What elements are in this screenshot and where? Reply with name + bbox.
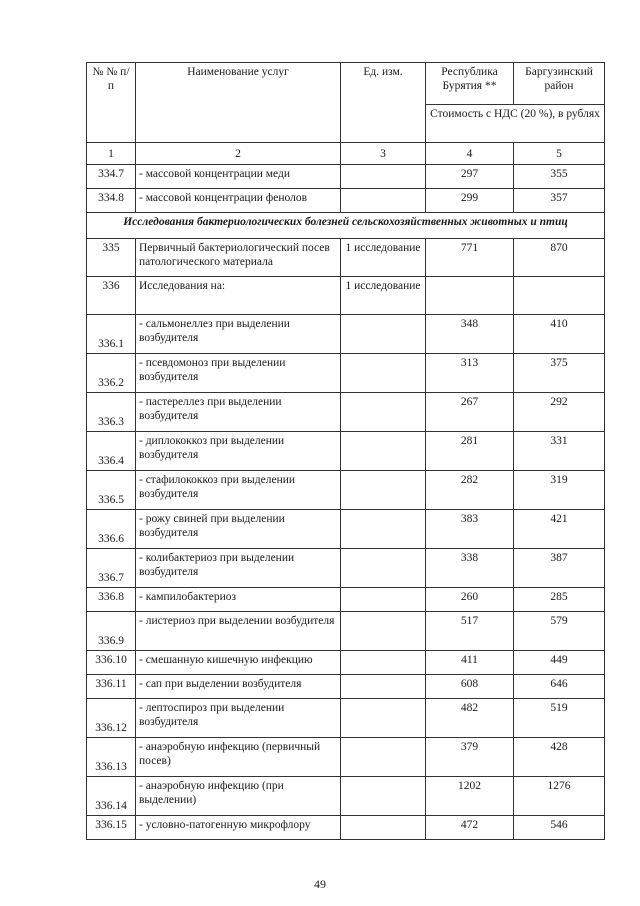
header-row xyxy=(87,63,605,105)
row-number: 336.12 xyxy=(87,699,136,738)
price-district: 546 xyxy=(514,816,605,840)
table-row xyxy=(87,675,605,699)
table-row xyxy=(87,699,605,738)
table-row xyxy=(87,651,605,675)
price-republic: 260 xyxy=(426,588,514,612)
price-district: 331 xyxy=(514,432,605,471)
service-name: - листериоз при выделении возбудителя xyxy=(136,612,341,651)
row-number: 336.2 xyxy=(87,354,136,393)
price-district: 387 xyxy=(514,549,605,588)
price-republic: 348 xyxy=(426,315,514,354)
price-district: 428 xyxy=(514,738,605,777)
service-name: - смешанную кишечную инфекцию xyxy=(136,651,341,675)
row-number: 336.9 xyxy=(87,612,136,651)
column-number: 4 xyxy=(426,143,514,165)
unit-of-measure xyxy=(341,432,426,471)
price-republic xyxy=(426,277,514,315)
unit-of-measure xyxy=(341,393,426,432)
table-row xyxy=(87,393,605,432)
price-district: 319 xyxy=(514,471,605,510)
table-row xyxy=(87,612,605,651)
price-district: 375 xyxy=(514,354,605,393)
service-name: - лептоспироз при выделении возбудителя xyxy=(136,699,341,738)
unit-of-measure xyxy=(341,354,426,393)
service-name: - сап при выделении возбудителя xyxy=(136,675,341,699)
table-row xyxy=(87,432,605,471)
unit-of-measure xyxy=(341,510,426,549)
price-republic: 383 xyxy=(426,510,514,549)
price-republic: 299 xyxy=(426,189,514,213)
section-row xyxy=(87,213,605,239)
unit-of-measure: 1 исследование xyxy=(341,239,426,277)
service-name: - анаэробную инфекцию (при выделении) xyxy=(136,777,341,816)
header-unit: Ед. изм. xyxy=(341,63,426,143)
row-number: 336.14 xyxy=(87,777,136,816)
table-row xyxy=(87,189,605,213)
unit-of-measure xyxy=(341,699,426,738)
row-number: 336.1 xyxy=(87,315,136,354)
service-name: - пастереллез при выделении возбудителя xyxy=(136,393,341,432)
row-number: 334.8 xyxy=(87,189,136,213)
price-republic: 517 xyxy=(426,612,514,651)
row-number: 336.6 xyxy=(87,510,136,549)
service-name: - псевдомоноз при выделении возбудителя xyxy=(136,354,341,393)
header-rb: Республика Бурятия ** xyxy=(426,63,514,105)
price-district xyxy=(514,277,605,315)
row-number: 336 xyxy=(87,277,136,315)
price-republic: 267 xyxy=(426,393,514,432)
column-number: 5 xyxy=(514,143,605,165)
price-district: 355 xyxy=(514,165,605,189)
service-name: - анаэробную инфекцию (первичный посев) xyxy=(136,738,341,777)
header-cost-note: Стоимость с НДС (20 %), в рублях xyxy=(426,105,605,143)
row-number: 336.7 xyxy=(87,549,136,588)
table-row xyxy=(87,588,605,612)
column-numbers-row xyxy=(87,143,605,165)
price-district: 579 xyxy=(514,612,605,651)
price-republic: 482 xyxy=(426,699,514,738)
table-row xyxy=(87,239,605,277)
service-name: - массовой концентрации меди xyxy=(136,165,341,189)
table-row xyxy=(87,165,605,189)
table-row xyxy=(87,315,605,354)
row-number: 336.5 xyxy=(87,471,136,510)
price-district: 449 xyxy=(514,651,605,675)
unit-of-measure xyxy=(341,549,426,588)
row-number: 336.13 xyxy=(87,738,136,777)
header-name: Наименование услуг xyxy=(136,63,341,143)
price-table xyxy=(86,62,605,840)
unit-of-measure xyxy=(341,777,426,816)
price-district: 357 xyxy=(514,189,605,213)
table-row xyxy=(87,738,605,777)
service-name: - кампилобактериоз xyxy=(136,588,341,612)
service-name: - стафилококкоз при выделении возбудителя xyxy=(136,471,341,510)
unit-of-measure xyxy=(341,471,426,510)
row-number: 336.11 xyxy=(87,675,136,699)
unit-of-measure xyxy=(341,816,426,840)
price-republic: 297 xyxy=(426,165,514,189)
service-name: - условно-патогенную микрофлору xyxy=(136,816,341,840)
header-num: № № п/п xyxy=(87,63,136,143)
service-name: - колибактериоз при выделении возбудителя xyxy=(136,549,341,588)
price-republic: 771 xyxy=(426,239,514,277)
section-title: Исследования бактериологических болезней сельскохозяйственных животных и птиц xyxy=(87,213,605,239)
unit-of-measure xyxy=(341,315,426,354)
service-name: - массовой концентрации фенолов xyxy=(136,189,341,213)
table-row xyxy=(87,471,605,510)
price-republic: 379 xyxy=(426,738,514,777)
service-name: - сальмонеллез при выделении возбудителя xyxy=(136,315,341,354)
unit-of-measure xyxy=(341,189,426,213)
price-district: 410 xyxy=(514,315,605,354)
table-row xyxy=(87,510,605,549)
price-republic: 1202 xyxy=(426,777,514,816)
row-number: 334.7 xyxy=(87,165,136,189)
row-number: 336.3 xyxy=(87,393,136,432)
column-number: 3 xyxy=(341,143,426,165)
row-number: 335 xyxy=(87,239,136,277)
unit-of-measure: 1 исследование xyxy=(341,277,426,315)
table-row xyxy=(87,549,605,588)
price-district: 870 xyxy=(514,239,605,277)
column-number: 2 xyxy=(136,143,341,165)
service-name: - рожу свиней при выделении возбудителя xyxy=(136,510,341,549)
unit-of-measure xyxy=(341,588,426,612)
row-number: 336.8 xyxy=(87,588,136,612)
price-republic: 472 xyxy=(426,816,514,840)
page-number: 49 xyxy=(314,877,326,891)
row-number: 336.4 xyxy=(87,432,136,471)
table-row xyxy=(87,354,605,393)
price-republic: 608 xyxy=(426,675,514,699)
price-republic: 411 xyxy=(426,651,514,675)
unit-of-measure xyxy=(341,738,426,777)
service-name: Исследования на: xyxy=(136,277,341,315)
price-district: 285 xyxy=(514,588,605,612)
table-row xyxy=(87,816,605,840)
price-republic: 282 xyxy=(426,471,514,510)
unit-of-measure xyxy=(341,165,426,189)
price-district: 421 xyxy=(514,510,605,549)
table-row xyxy=(87,777,605,816)
price-district: 1276 xyxy=(514,777,605,816)
row-number: 336.10 xyxy=(87,651,136,675)
header-district: Баргузинский район xyxy=(514,63,605,105)
service-name: - диплококкоз при выделении возбудителя xyxy=(136,432,341,471)
price-district: 646 xyxy=(514,675,605,699)
service-name: Первичный бактериологический посев патологического материала xyxy=(136,239,341,277)
price-republic: 338 xyxy=(426,549,514,588)
row-number: 336.15 xyxy=(87,816,136,840)
unit-of-measure xyxy=(341,675,426,699)
table-row xyxy=(87,277,605,315)
unit-of-measure xyxy=(341,651,426,675)
price-district: 519 xyxy=(514,699,605,738)
unit-of-measure xyxy=(341,612,426,651)
price-republic: 281 xyxy=(426,432,514,471)
column-number: 1 xyxy=(87,143,136,165)
price-republic: 313 xyxy=(426,354,514,393)
price-district: 292 xyxy=(514,393,605,432)
